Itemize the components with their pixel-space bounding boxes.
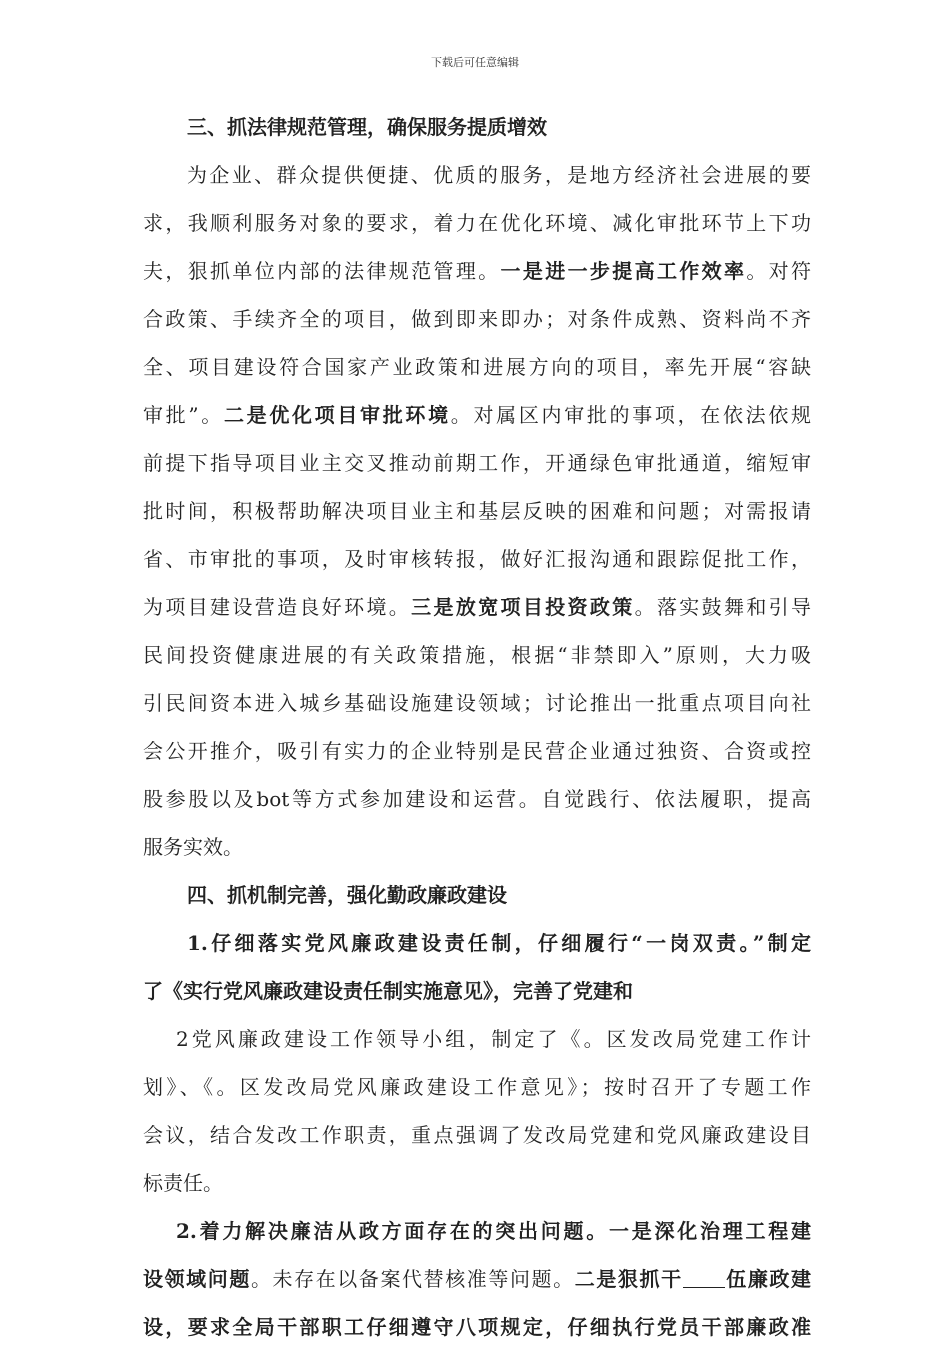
text-run: 夫，狠抓单位内部的法律规范管理。 bbox=[143, 259, 501, 283]
bold-text-run: 二是狠抓干 bbox=[574, 1267, 683, 1291]
paragraph-line bbox=[143, 1207, 811, 1255]
paragraph-line: 划》、《。区发改局党风廉政建设工作意见》；按时召开了专题工作 bbox=[143, 1075, 811, 1099]
paragraph-line: 会公开推介，吸引有实力的企业特别是民营企业通过独资、合资或控 bbox=[143, 739, 811, 763]
paragraph-line: 标责任。 bbox=[143, 1171, 223, 1195]
bold-text-run: 伍廉政建 bbox=[724, 1267, 811, 1291]
bold-text-run: 一是深化治理工程建 bbox=[609, 1219, 811, 1243]
bold-text-run: 三是放宽项目投资政策 bbox=[411, 595, 635, 619]
paragraph-line: 设，要求全局干部职工仔细遵守八项规定，仔细执行党员干部廉政准 bbox=[143, 1315, 811, 1339]
paragraph-line: 了《实行党风廉政建设责任制实施意见》，完善了党建和 bbox=[143, 979, 633, 1003]
paragraph-line: 合政策、手续齐全的项目，做到即来即办；对条件成熟、资料尚不齐 bbox=[143, 307, 811, 331]
paragraph-line: 前提下指导项目业主交叉推动前期工作，开通绿色审批通道，缩短审 bbox=[143, 451, 811, 475]
text-run: 为项目建设营造良好环境。 bbox=[143, 595, 412, 619]
paragraph-line: 股参股以及bot等方式参加建设和运营。自觉践行、依法履职，提高 bbox=[143, 787, 811, 811]
paragraph-line: 省、市审批的事项，及时审核转报，做好汇报沟通和跟踪促批工作， bbox=[143, 547, 811, 571]
document-body bbox=[143, 103, 811, 1351]
bold-text-run: 2.着力解决廉洁从政方面存在的突出问题。 bbox=[176, 1219, 610, 1243]
paragraph-line: 为企业、群众提供便捷、优质的服务，是地方经济社会进展的要 bbox=[187, 163, 811, 187]
bold-text-run: 二是优化项目审批环境 bbox=[223, 403, 451, 427]
text-run: 。落实鼓舞和引导 bbox=[634, 595, 811, 619]
paragraph-line: 会议，结合发改工作职责，重点强调了发改局党建和党风廉政建设目 bbox=[143, 1123, 811, 1147]
paragraph-line bbox=[143, 391, 811, 439]
blank-underline bbox=[683, 1265, 725, 1288]
text-run: 。对属区内审批的事项，在依法依规 bbox=[450, 403, 811, 427]
paragraph-line: 全、项目建设符合国家产业政策和进展方向的项目，率先开展“容缺 bbox=[143, 355, 811, 379]
paragraph-line: 2党风廉政建设工作领导小组，制定了《。区发改局党建工作计 bbox=[176, 1027, 811, 1051]
paragraph-line: 服务实效。 bbox=[143, 835, 243, 859]
text-run: 审批”。 bbox=[143, 403, 224, 427]
section-heading-4: 四、抓机制完善，强化勤政廉政建设 bbox=[187, 883, 507, 907]
text-run: 。对符 bbox=[746, 259, 811, 283]
paragraph-line: 民间投资健康进展的有关政策措施，根据“非禁即入”原则，大力吸 bbox=[143, 643, 811, 667]
paragraph-line: 引民间资本进入城乡基础设施建设领域；讨论推出一批重点项目向社 bbox=[143, 691, 811, 715]
paragraph-line bbox=[143, 247, 811, 295]
paragraph-line: 1.仔细落实党风廉政建设责任制，仔细履行“一岗双责。”制定 bbox=[187, 931, 811, 955]
text-run: 。未存在以备案代替核准等问题。 bbox=[250, 1267, 575, 1291]
bold-text-run: 设领域问题 bbox=[143, 1267, 251, 1291]
page-header: 下载后可任意编辑 bbox=[431, 56, 519, 69]
paragraph-line bbox=[143, 1255, 811, 1303]
paragraph-line: 求，我顺利服务对象的要求，着力在优化环境、减化审批环节上下功 bbox=[143, 211, 811, 235]
bold-text-run: 一是进一步提高工作效率 bbox=[500, 259, 747, 283]
paragraph-line: 批时间，积极帮助解决项目业主和基层反映的困难和问题；对需报请 bbox=[143, 499, 811, 523]
section-heading-3: 三、抓法律规范管理，确保服务提质增效 bbox=[187, 115, 547, 139]
paragraph-line bbox=[143, 583, 811, 631]
